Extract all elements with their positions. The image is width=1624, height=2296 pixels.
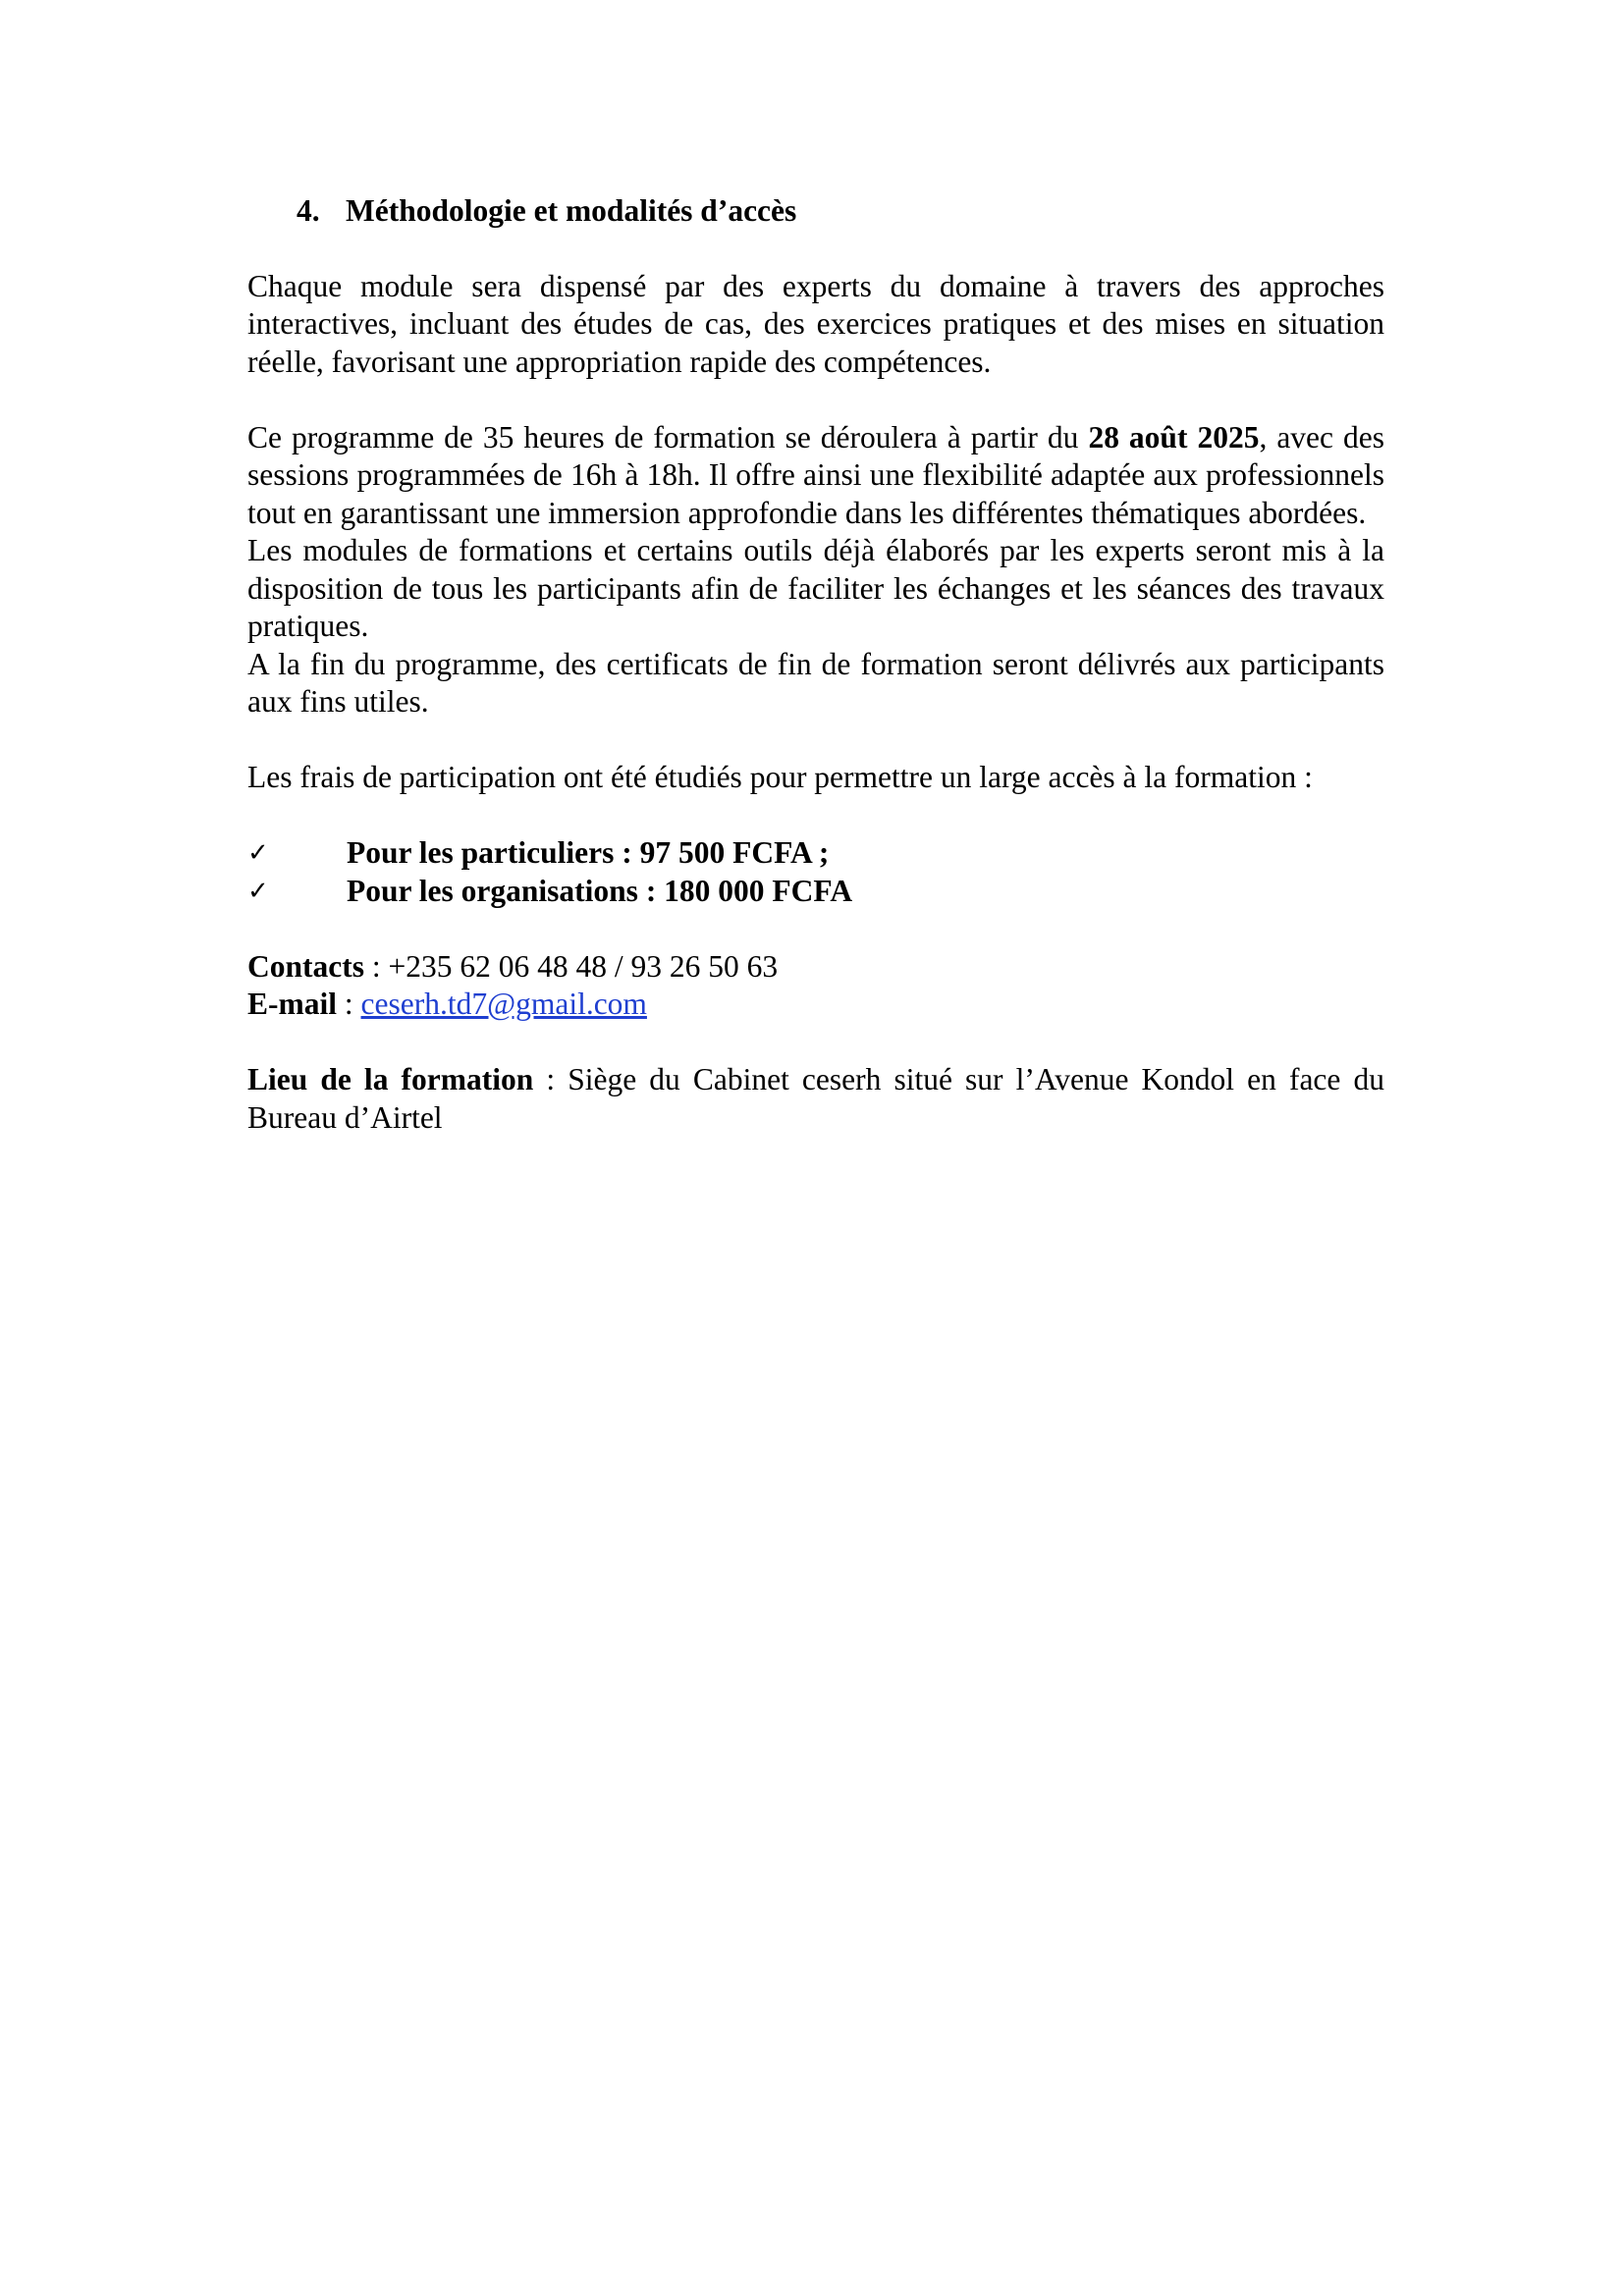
contacts-phone: +235 62 06 48 48 / 93 26 50 63 <box>388 948 779 984</box>
checkmark-icon: ✓ <box>247 876 269 906</box>
spacer <box>247 721 1384 760</box>
paragraph-modules: Les modules de formations et certains outils déjà élaborés par les experts seront mis à la disposition de tous les participants afin de faciliter les échanges et les séances des travaux pratiques. <box>247 533 1384 643</box>
schedule-text-after: , avec des sessions programmées de 16h à 18h. Il offre ainsi une flexibilité adaptée aux professionnels tout en garantissant une immersion approfondie dans les différentes thématiques abordées. <box>247 419 1385 530</box>
spacer <box>247 910 1384 948</box>
section-number: 4. <box>297 193 320 228</box>
section-title: Méthodologie et modalités d’accès <box>346 193 797 228</box>
paragraph-methodology: Chaque module sera dispensé par des experts du domaine à travers des approches interactives, incluant des études de cas, des exercices pratiques et des mises en situation réelle, favorisant une appropriation rapide des compétences. <box>247 268 1384 379</box>
paragraph-fees-intro: Les frais de participation ont été étudiés pour permettre un large accès à la formation : <box>247 760 1313 794</box>
fee-item-organisations <box>247 873 1384 911</box>
paragraph-schedule <box>247 419 1384 533</box>
email-line <box>247 986 1384 1024</box>
spacer <box>247 1024 1384 1062</box>
contacts-line <box>247 948 1384 987</box>
location-value: Siège du Cabinet ceserh situé sur l’Avenue Kondol en face du Bureau d’Airtel <box>247 1062 1384 1135</box>
fee-item-individuals <box>247 834 1384 873</box>
start-date: 28 août 2025 <box>1088 419 1260 454</box>
location-label: Lieu de la formation <box>247 1062 534 1096</box>
fees-list <box>247 834 1384 910</box>
fee-individuals-text: Pour les particuliers : 97 500 FCFA ; <box>347 835 830 870</box>
email-link[interactable]: ceserh.td7@gmail.com <box>360 987 647 1021</box>
email-separator: : <box>337 987 361 1021</box>
contacts-label: Contacts <box>247 948 364 984</box>
schedule-text-before: Ce programme de 35 heures de formation se déroulera à partir du <box>247 419 1089 454</box>
contacts-separator: : <box>364 948 389 984</box>
location-paragraph <box>247 1061 1384 1137</box>
spacer <box>247 381 1384 419</box>
spacer <box>247 797 1384 835</box>
email-label: E-mail <box>247 987 337 1021</box>
document-page <box>247 192 1384 1137</box>
paragraph-certificates: A la fin du programme, des certificats de fin de formation seront délivrés aux participants aux fins utiles. <box>247 646 1384 719</box>
checkmark-icon: ✓ <box>247 838 269 868</box>
fee-organisations-text: Pour les organisations : 180 000 FCFA <box>347 873 853 908</box>
section-heading <box>247 192 1384 231</box>
location-separator: : <box>533 1062 568 1096</box>
